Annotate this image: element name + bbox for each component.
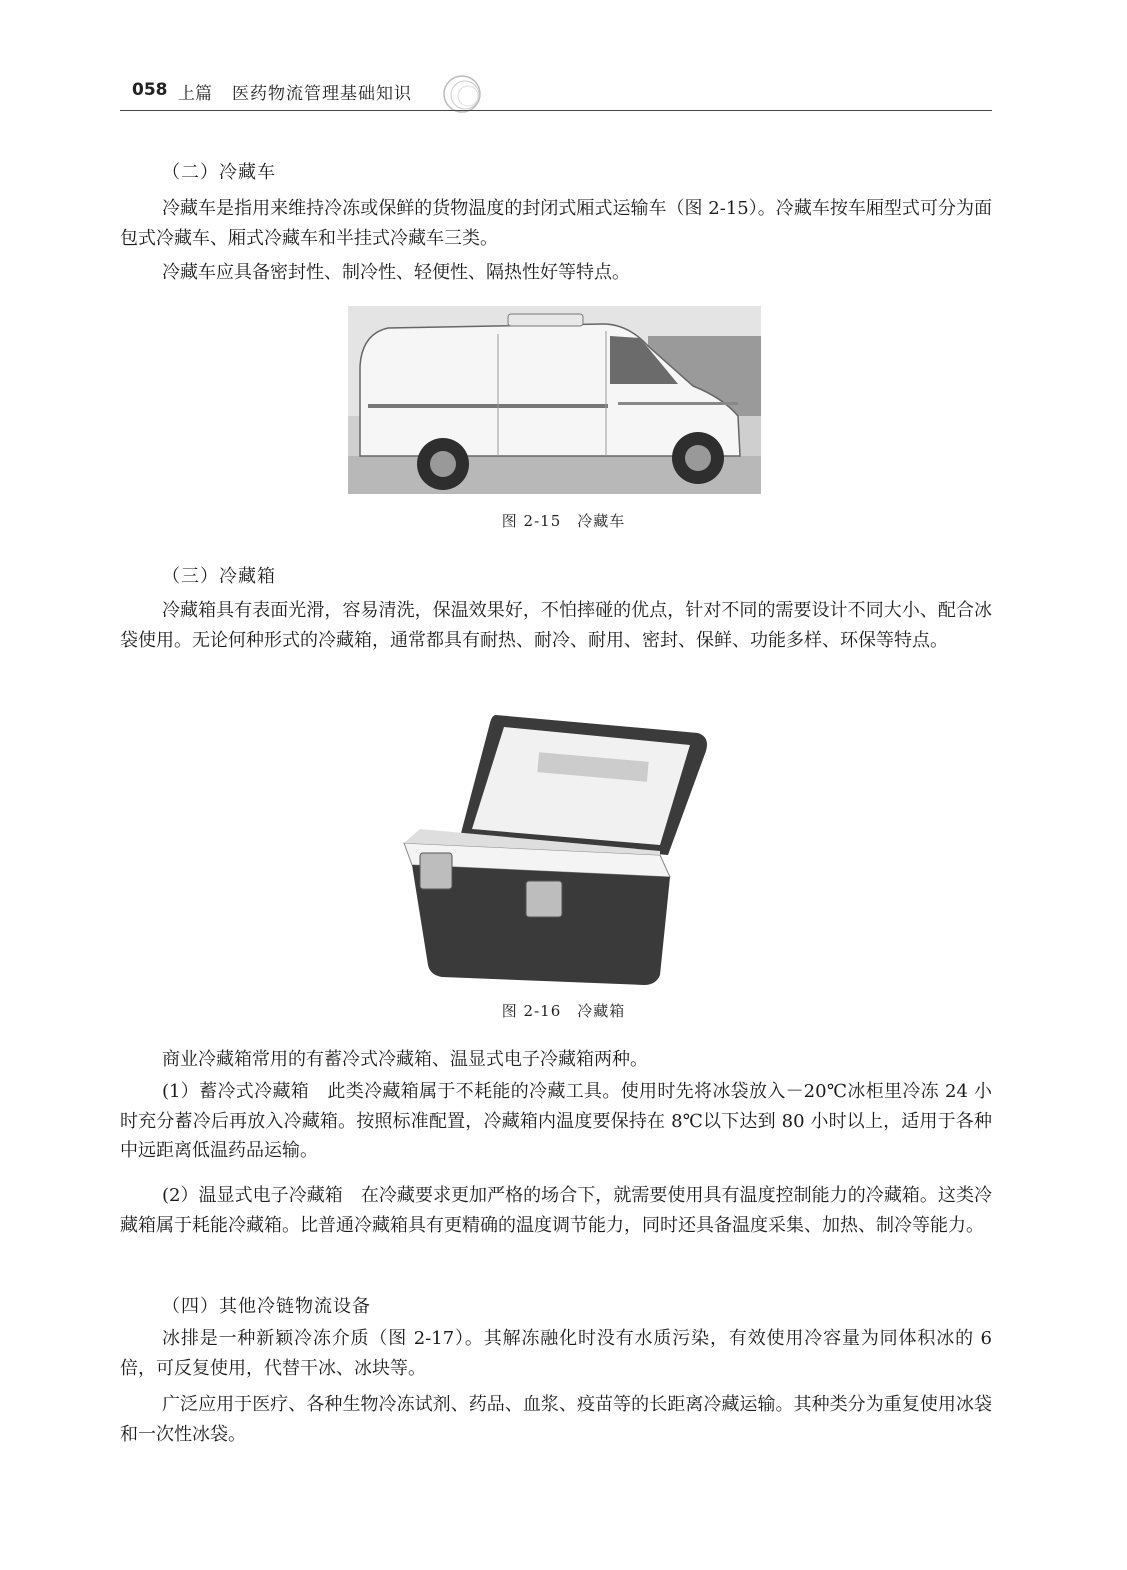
paragraph-ice-pack-applications: 广泛应用于医疗、各种生物冷冻试剂、药品、血浆、疫苗等的长距离冷藏运输。其种类分为重复使用冰袋和一次性冰袋。 bbox=[120, 1394, 992, 1445]
header-chapter-title: 医药物流管理基础知识 bbox=[232, 84, 412, 104]
figure-caption-2-15: 图 2-15 冷藏车 bbox=[501, 512, 626, 530]
heading-cooler-box: （三）冷藏箱 bbox=[162, 566, 276, 587]
paragraph-truck-features: 冷藏车应具备密封性、制冷性、轻便性、隔热性好等特点。 bbox=[162, 262, 630, 283]
heading-refrigerated-truck: （二）冷藏车 bbox=[162, 162, 276, 183]
paragraph-cooler-advantages: 冷藏箱具有表面光滑，容易清洗，保温效果好，不怕摔碰的优点，针对不同的需要设计不同大小、配合冰袋使用。无论何种形式的冷藏箱，通常都具有耐热、耐冷、耐用、密封、保鲜、功能多样、环保等特点。 bbox=[120, 600, 992, 651]
page-number: 058 bbox=[132, 80, 168, 100]
header-ornament-icon bbox=[438, 74, 486, 114]
paragraph-truck-definition: 冷藏车是指用来维持冷冻或保鲜的货物温度的封闭式厢式运输车（图 2-15）。冷藏车按车厢型式可分为面包式冷藏车、厢式冷藏车和半挂式冷藏车三类。 bbox=[120, 198, 992, 249]
paragraph-cooler-types: 商业冷藏箱常用的有蓄冷式冷藏箱、温显式电子冷藏箱两种。 bbox=[162, 1049, 648, 1070]
figure-caption-2-16: 图 2-16 冷藏箱 bbox=[501, 1002, 626, 1020]
header-rule bbox=[120, 110, 992, 111]
paragraph-cold-storage-cooler: (1）蓄冷式冷藏箱 此类冷藏箱属于不耗能的冷藏工具。使用时先将冰袋放入－20℃冰柜里冷冻 24 小时充分蓄冷后再放入冷藏箱。按照标准配置，冷藏箱内温度要保持在 8℃以下达到 80 小时以上，适用于各种中远距离低温药品运输。 bbox=[120, 1081, 992, 1161]
page-header bbox=[120, 70, 992, 112]
paragraph-electronic-cooler: (2）温显式电子冷藏箱 在冷藏要求更加严格的场合下，就需要使用具有温度控制能力的冷藏箱。这类冷藏箱属于耗能冷藏箱。比普通冷藏箱具有更精确的温度调节能力，同时还具备温度采集、加热、制冷等能力。 bbox=[120, 1185, 992, 1236]
cooler-box-photo bbox=[398, 705, 710, 987]
heading-other-cold-chain-equipment: （四）其他冷链物流设备 bbox=[162, 1296, 371, 1317]
header-section: 上篇 bbox=[178, 84, 212, 104]
paragraph-ice-pack-definition: 冰排是一种新颖冷冻介质（图 2-17）。其解冻融化时没有水质污染，有效使用冷容量为同体积冰的 6 倍，可反复使用，代替干冰、冰块等。 bbox=[120, 1328, 992, 1379]
refrigerated-van-photo bbox=[348, 306, 761, 494]
